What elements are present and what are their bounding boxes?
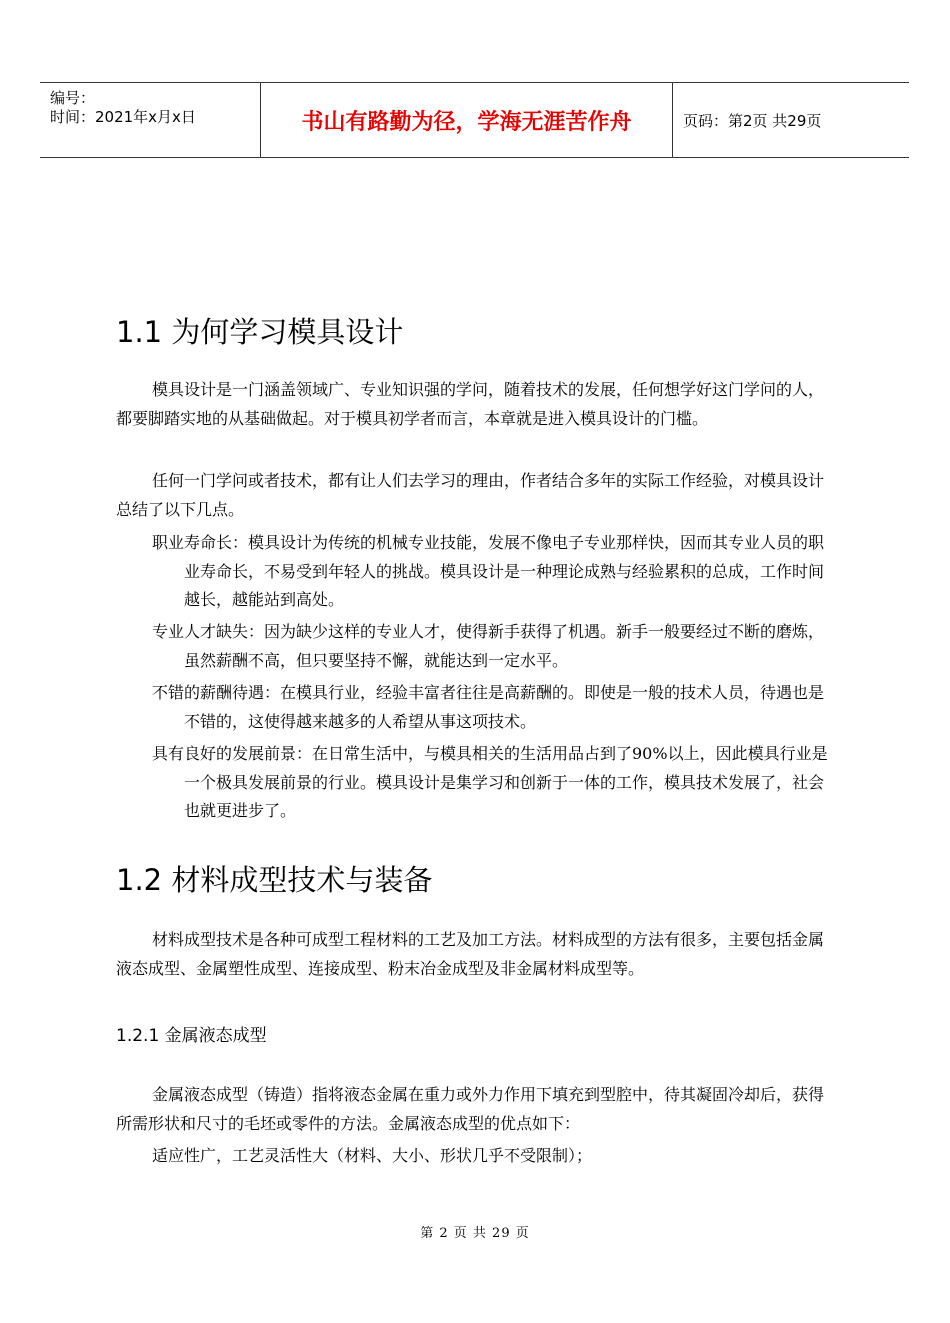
list-item: 具有良好的发展前景：在日常生活中，与模具相关的生活用品占到了90%以上，因此模具行业是一个极具发展前景的行业。模具设计是集学习和创新于一体的工作，模具技术发展了，社会也就更进步了。 <box>152 744 828 820</box>
paragraph: 材料成型技术是各种可成型工程材料的工艺及加工方法。材料成型的方法有很多，主要包括金属液态成型、金属塑性成型、连接成型、粉末冶金成型及非金属材料成型等。 <box>116 930 825 978</box>
header-page-info: 页码：第2页 共29页 <box>683 111 822 130</box>
time-label: 时间：2021年x月x日 <box>50 108 196 126</box>
list-item: 专业人才缺失：因为缺少这样的专业人才，使得新手获得了机遇。新手一般要经过不断的磨炼，虽然薪酬不高，但只要坚持不懈，就能达到一定水平。 <box>152 622 825 670</box>
list-item: 不错的薪酬待遇：在模具行业，经验丰富者往往是高薪酬的。即使是一般的技术人员，待遇也是不错的，这使得越来越多的人希望从事这项技术。 <box>152 683 825 731</box>
header-meta <box>40 83 261 157</box>
section-title-1-2: 1.2 材料成型技术与装备 <box>116 863 433 897</box>
paragraph: 金属液态成型（铸造）指将液态金属在重力或外力作用下填充到型腔中，待其凝固冷却后，获得所需形状和尺寸的毛坯或零件的方法。金属液态成型的优点如下： <box>116 1085 825 1133</box>
paragraph: 模具设计是一门涵盖领域广、专业知识强的学问，随着技术的发展，任何想学好这门学问的人，都要脚踏实地的从基础做起。对于模具初学者而言，本章就是进入模具设计的门槛。 <box>116 380 825 428</box>
header-motto: 书山有路勤为径，学海无涯苦作舟 <box>261 83 673 157</box>
paragraph: 适应性广，工艺灵活性大（材料、大小、形状几乎不受限制）； <box>152 1146 593 1165</box>
paragraph: 任何一门学问或者技术，都有让人们去学习的理由，作者结合多年的实际工作经验，对模具设计总结了以下几点。 <box>116 471 825 519</box>
subsection-title-1-2-1: 1.2.1 金属液态成型 <box>116 1026 267 1046</box>
section-title-1-1: 1.1 为何学习模具设计 <box>116 315 404 349</box>
list-item: 职业寿命长：模具设计为传统的机械专业技能，发展不像电子专业那样快，因而其专业人员的职业寿命长，不易受到年轻人的挑战。模具设计是一种理论成熟与经验累积的总成，工作时间越长，越能站到高处。 <box>152 533 825 609</box>
page-footer: 第 2 页 共 29 页 <box>420 1226 530 1241</box>
document-header <box>40 82 909 158</box>
number-label: 编号： <box>50 89 96 107</box>
